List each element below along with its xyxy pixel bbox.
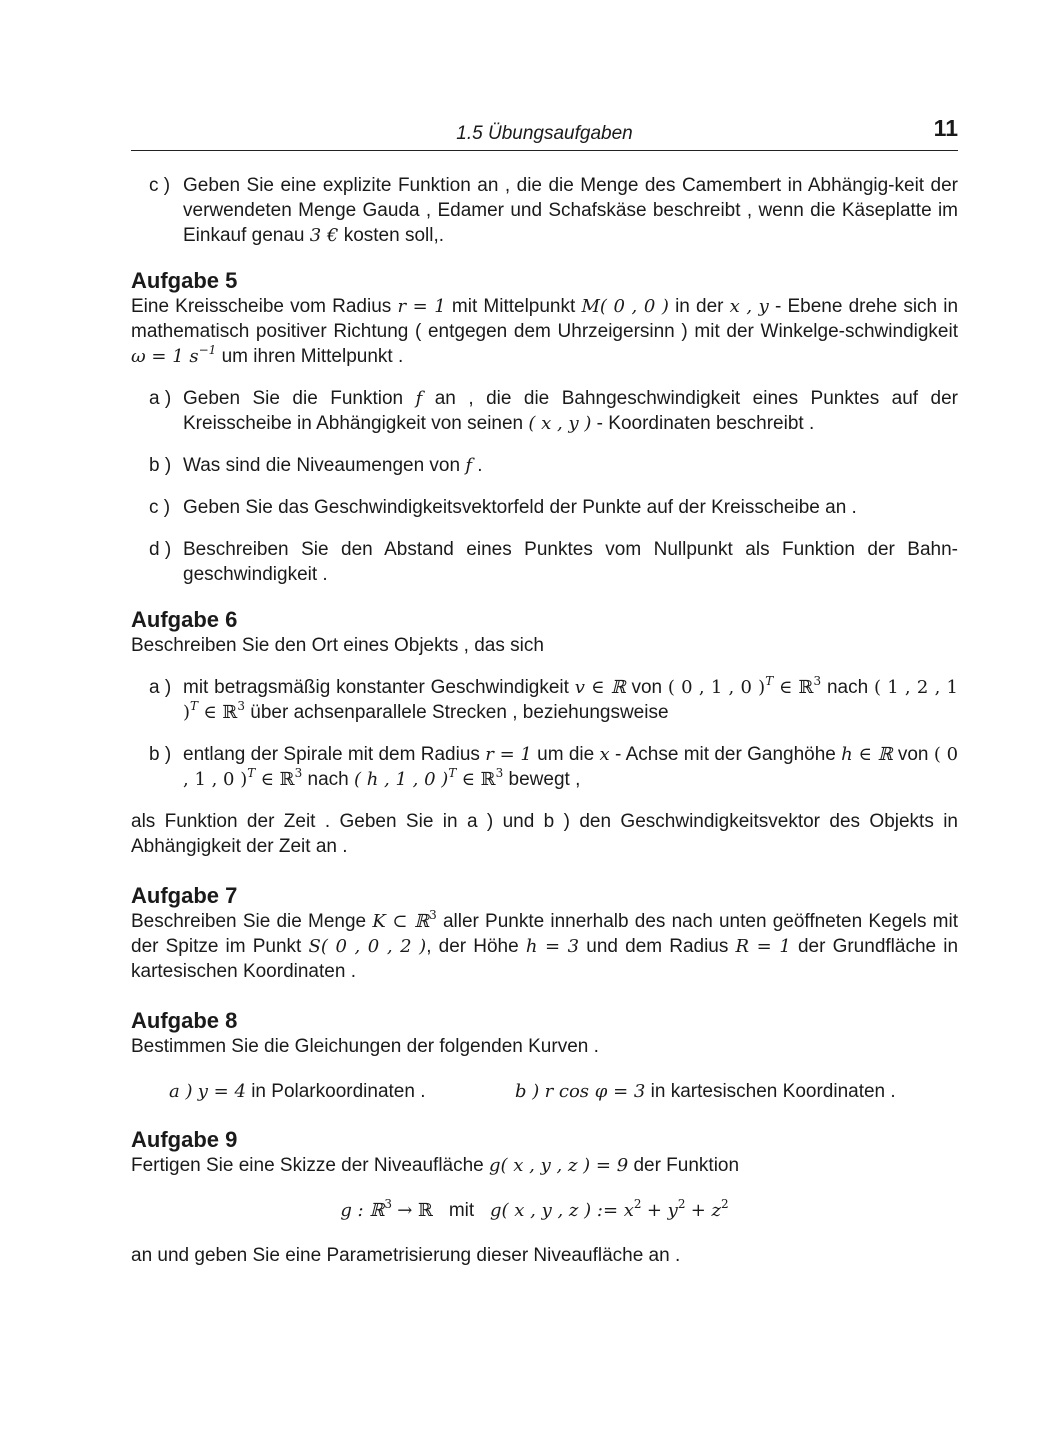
text: Geben Sie das Geschwindigkeitsvektorfeld der Punkte auf der Kreisscheibe an . [183, 497, 857, 518]
math-f: f [415, 388, 423, 409]
math-equation: r cos φ = 3 [544, 1081, 646, 1102]
math-exponent: 3 [237, 699, 245, 713]
text: - Achse mit der Ganghöhe [615, 744, 836, 765]
task7-text [131, 909, 958, 984]
task8-item-b [515, 1079, 896, 1104]
task6-heading: Aufgabe 6 [131, 607, 238, 632]
text: um die [537, 744, 595, 765]
text: Fertigen Sie eine Skizze der Niveaufläche [131, 1155, 484, 1176]
math-in-r: ∈ ℝ [203, 702, 238, 723]
math-term: + z [690, 1200, 722, 1221]
math-center: M( 0 , 0 ) [581, 296, 669, 317]
task5-item-b [131, 453, 958, 478]
math-exponent: 3 [495, 766, 504, 780]
text: über achsenparallele Strecken , beziehungsweise [250, 702, 669, 723]
text: mit [448, 1200, 475, 1221]
task4-item-c [131, 173, 958, 248]
math-definition: g( x , y , z ) := x [490, 1200, 634, 1221]
task5-intro [131, 294, 958, 369]
math-v: v ∈ ℝ [574, 677, 626, 698]
task6-outro: als Funktion der Zeit . Geben Sie in a ) und b ) den Geschwindigkeitsvektor des Objekts in Abhängigkeit der Zeit an . [131, 811, 958, 857]
math-transpose: T [765, 674, 774, 688]
task9-formula [131, 1198, 958, 1223]
item-text-end: kosten soll,. [343, 225, 445, 246]
item-label: b ) [149, 744, 172, 765]
text: mit betragsmäßig konstanter Geschwindigkeit [183, 677, 569, 698]
math-set-k: K ⊂ ℝ [372, 911, 430, 932]
page-header [131, 114, 958, 151]
item-text: Geben Sie eine explizite Funktion an , die die Menge des Camembert in Abhängig-keit der verwendeten Menge Gauda , Edamer und Schafskäse beschreibt , wenn die Käseplatte im Einkauf genau [183, 175, 958, 246]
math-function-signature: g : ℝ [340, 1200, 385, 1221]
math-vector: ( 0 , 1 , 0 ) [183, 744, 959, 790]
text: Geben Sie die Funktion [183, 388, 404, 409]
text: der Funktion [633, 1155, 740, 1176]
text: in der [675, 296, 724, 317]
math-radius: R = 1 [735, 936, 791, 957]
math-transpose: T [190, 699, 199, 713]
task7-heading: Aufgabe 7 [131, 883, 238, 908]
item-label: d ) [149, 539, 172, 560]
text: Eine Kreisscheibe vom Radius [131, 296, 392, 317]
math-in-r: ∈ ℝ [260, 769, 295, 790]
math-exponent: −1 [198, 343, 217, 357]
text: und dem Radius [586, 936, 729, 957]
text: . [477, 455, 483, 476]
text: Was sind die Niveaumengen von [183, 455, 461, 476]
task9-heading: Aufgabe 9 [131, 1127, 238, 1152]
math-radius: r = 1 [485, 744, 532, 765]
item-label: b ) [149, 455, 172, 476]
math-exponent: 3 [429, 908, 437, 922]
item-label: c ) [149, 497, 171, 518]
task6-item-b [131, 742, 958, 792]
math-point-s: S( 0 , 0 , 2 ) [308, 936, 427, 957]
math-price: 3 € [309, 225, 339, 246]
task9-outro: an und geben Sie eine Parametrisierung dieser Niveaufläche an . [131, 1245, 681, 1266]
text: entlang der Spirale mit dem Radius [183, 744, 480, 765]
math-exponent: 3 [294, 766, 303, 780]
text: , der Höhe [426, 936, 519, 957]
math-transpose: T [247, 766, 256, 780]
math-omega: ω = 1 s [131, 346, 199, 367]
math-term: + y [646, 1200, 678, 1221]
text: - Ebene drehe sich in mathematisch positiver Richtung ( entgegen dem Uhrzeigersinn ) mit der Winkelge-schwindigkeit [131, 296, 959, 342]
math-vector: ( 1 , 2 , 1 ) [183, 677, 958, 723]
task8-items [131, 1079, 958, 1104]
item-label: a ) [169, 1081, 193, 1102]
text: mit Mittelpunkt [451, 296, 576, 317]
math-exponent: 2 [633, 1197, 642, 1211]
task8-heading: Aufgabe 8 [131, 1008, 238, 1033]
item-label: a ) [149, 677, 172, 698]
text: Beschreiben Sie die Menge [131, 911, 367, 932]
item-label: b ) [515, 1081, 540, 1102]
math-exponent: 3 [384, 1197, 392, 1211]
text: - Koordinaten beschreibt . [596, 413, 815, 434]
math-exponent: 2 [677, 1197, 686, 1211]
task9-intro [131, 1153, 958, 1178]
math-transpose: T [448, 766, 457, 780]
task5-item-c [131, 495, 958, 520]
task8-intro: Bestimmen Sie die Gleichungen der folgenden Kurven . [131, 1036, 599, 1057]
math-height: h = 3 [525, 936, 580, 957]
text: bewegt , [508, 769, 581, 790]
section-title: 1.5 Übungsaufgaben [456, 123, 633, 144]
math-equation: y = 4 [197, 1081, 246, 1102]
text: aller Punkte innerhalb des nach unten geöffneten Kegels mit der Spitze im Punkt [131, 911, 958, 957]
text: in Polarkoordinaten . [251, 1081, 426, 1102]
math-h: h ∈ ℝ [841, 744, 893, 765]
page-number: 11 [933, 115, 958, 141]
text: nach [307, 769, 349, 790]
math-vector: ( h , 1 , 0 ) [353, 769, 449, 790]
math-f: f [465, 455, 473, 476]
math-radius: r = 1 [397, 296, 446, 317]
task6-item-a [131, 675, 958, 725]
text: der Grundfläche in kartesischen Koordinaten . [131, 936, 959, 982]
text: an , die die Bahngeschwindigkeit eines Punktes auf der Kreisscheibe in Abhängigkeit von seinen [183, 388, 959, 434]
task6-intro: Beschreiben Sie den Ort eines Objekts , das sich [131, 635, 544, 656]
task8-item-a [169, 1079, 425, 1104]
text: von [897, 744, 929, 765]
math-xy: ( x , y ) [528, 413, 592, 434]
math-in-r: ∈ ℝ [461, 769, 496, 790]
text: um ihren Mittelpunkt . [221, 346, 404, 367]
text: in kartesischen Koordinaten . [650, 1081, 896, 1102]
math-arrow: → ℝ [397, 1200, 433, 1221]
item-label: c ) [149, 175, 171, 196]
task5-item-d [131, 537, 958, 587]
document-page [131, 114, 958, 1268]
text: nach [826, 677, 869, 698]
math-exponent: 3 [813, 674, 822, 688]
math-xy: x , y [729, 296, 769, 317]
text: Beschreiben Sie den Abstand eines Punktes vom Nullpunkt als Funktion der Bahn-geschwindigkeit . [183, 539, 958, 585]
item-label: a ) [149, 388, 172, 409]
task5-item-a [131, 386, 958, 436]
text: von [631, 677, 663, 698]
math-level-set: g( x , y , z ) = 9 [489, 1155, 629, 1176]
math-x: x [599, 744, 610, 765]
math-exponent: 2 [721, 1197, 729, 1211]
task5-heading: Aufgabe 5 [131, 268, 238, 293]
math-vector: ( 0 , 1 , 0 ) [667, 677, 766, 698]
math-in-r: ∈ ℝ [779, 677, 814, 698]
